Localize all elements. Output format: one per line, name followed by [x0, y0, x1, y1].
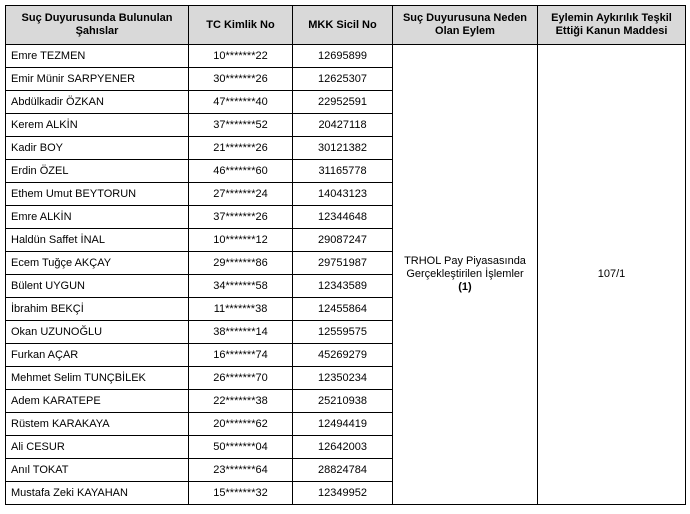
action-note: (1)	[458, 281, 472, 293]
mkk-no-cell: 45269279	[293, 344, 393, 367]
tc-no-cell: 10*******12	[189, 229, 293, 252]
mkk-no-cell: 12625307	[293, 68, 393, 91]
person-name-cell: Anıl TOKAT	[6, 459, 189, 482]
person-name-cell: Emre TEZMEN	[6, 45, 189, 68]
header-tc-no: TC Kimlik No	[189, 6, 293, 45]
header-mkk-no: MKK Sicil No	[293, 6, 393, 45]
person-name-cell: Furkan AÇAR	[6, 344, 189, 367]
mkk-no-cell: 20427118	[293, 114, 393, 137]
tc-no-cell: 50*******04	[189, 436, 293, 459]
mkk-no-cell: 12642003	[293, 436, 393, 459]
mkk-no-cell: 29751987	[293, 252, 393, 275]
mkk-no-cell: 22952591	[293, 91, 393, 114]
complaint-table	[5, 5, 686, 505]
person-name-cell: Kadir BOY	[6, 137, 189, 160]
mkk-no-cell: 31165778	[293, 160, 393, 183]
tc-no-cell: 10*******22	[189, 45, 293, 68]
tc-no-cell: 21*******26	[189, 137, 293, 160]
tc-no-cell: 23*******64	[189, 459, 293, 482]
person-name-cell: Okan UZUNOĞLU	[6, 321, 189, 344]
mkk-no-cell: 28824784	[293, 459, 393, 482]
tc-no-cell: 37*******52	[189, 114, 293, 137]
action-cell	[393, 45, 538, 505]
person-name-cell: İbrahim BEKÇİ	[6, 298, 189, 321]
person-name-cell: Kerem ALKİN	[6, 114, 189, 137]
action-text: TRHOL Pay Piyasasında Gerçekleştirilen İşlemler	[404, 255, 526, 280]
person-name-cell: Mehmet Selim TUNÇBİLEK	[6, 367, 189, 390]
tc-no-cell: 26*******70	[189, 367, 293, 390]
person-name-cell: Emir Münir SARPYENER	[6, 68, 189, 91]
mkk-no-cell: 12344648	[293, 206, 393, 229]
tc-no-cell: 37*******26	[189, 206, 293, 229]
tc-no-cell: 34*******58	[189, 275, 293, 298]
tc-no-cell: 47*******40	[189, 91, 293, 114]
person-name-cell: Erdin ÖZEL	[6, 160, 189, 183]
mkk-no-cell: 12494419	[293, 413, 393, 436]
tc-no-cell: 22*******38	[189, 390, 293, 413]
tc-no-cell: 46*******60	[189, 160, 293, 183]
header-law-article: Eylemin Aykırılık Teşkil Ettiği Kanun Maddesi	[538, 6, 686, 45]
tc-no-cell: 16*******74	[189, 344, 293, 367]
law-article-cell: 107/1	[538, 45, 686, 505]
mkk-no-cell: 12559575	[293, 321, 393, 344]
header-action: Suç Duyurusuna Neden Olan Eylem	[393, 6, 538, 45]
person-name-cell: Mustafa Zeki KAYAHAN	[6, 482, 189, 505]
mkk-no-cell: 12695899	[293, 45, 393, 68]
person-name-cell: Ali CESUR	[6, 436, 189, 459]
table-row	[6, 45, 686, 68]
tc-no-cell: 30*******26	[189, 68, 293, 91]
mkk-no-cell: 29087247	[293, 229, 393, 252]
person-name-cell: Rüstem KARAKAYA	[6, 413, 189, 436]
tc-no-cell: 27*******24	[189, 183, 293, 206]
table-header-row	[6, 6, 686, 45]
header-persons: Suç Duyurusunda Bulunulan Şahıslar	[6, 6, 189, 45]
person-name-cell: Adem KARATEPE	[6, 390, 189, 413]
mkk-no-cell: 14043123	[293, 183, 393, 206]
person-name-cell: Ethem Umut BEYTORUN	[6, 183, 189, 206]
person-name-cell: Haldün Saffet İNAL	[6, 229, 189, 252]
mkk-no-cell: 12455864	[293, 298, 393, 321]
mkk-no-cell: 12343589	[293, 275, 393, 298]
tc-no-cell: 20*******62	[189, 413, 293, 436]
tc-no-cell: 15*******32	[189, 482, 293, 505]
tc-no-cell: 11*******38	[189, 298, 293, 321]
person-name-cell: Emre ALKİN	[6, 206, 189, 229]
tc-no-cell: 29*******86	[189, 252, 293, 275]
mkk-no-cell: 12350234	[293, 367, 393, 390]
mkk-no-cell: 12349952	[293, 482, 393, 505]
person-name-cell: Ecem Tuğçe AKÇAY	[6, 252, 189, 275]
person-name-cell: Abdülkadir ÖZKAN	[6, 91, 189, 114]
mkk-no-cell: 30121382	[293, 137, 393, 160]
mkk-no-cell: 25210938	[293, 390, 393, 413]
person-name-cell: Bülent UYGUN	[6, 275, 189, 298]
table-body	[6, 45, 686, 505]
tc-no-cell: 38*******14	[189, 321, 293, 344]
